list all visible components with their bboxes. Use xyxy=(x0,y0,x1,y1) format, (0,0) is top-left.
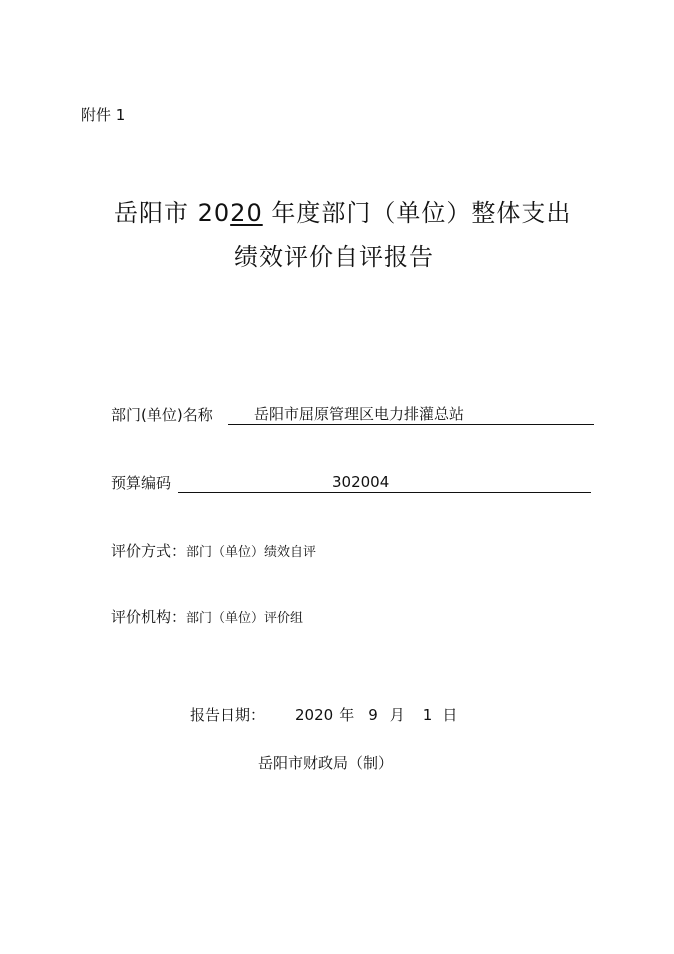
report-day: 1 xyxy=(422,706,433,724)
evaluation-method xyxy=(111,540,316,561)
dept-name-label: 部门(单位)名称 xyxy=(111,406,213,424)
title-year-underlined: 20 xyxy=(230,199,263,227)
evaluation-method-value: 部门（单位）绩效自评 xyxy=(186,545,317,560)
evaluation-org xyxy=(111,606,303,627)
budget-code-value: 302004 xyxy=(332,473,390,491)
budget-code-label: 预算编码 xyxy=(111,474,172,492)
evaluation-org-value: 部门（单位）评价组 xyxy=(186,611,304,626)
report-month-unit: 月 xyxy=(389,706,405,724)
issuer: 岳阳市财政局（制） xyxy=(258,754,394,772)
report-title-line1 xyxy=(114,193,571,228)
report-day-unit: 日 xyxy=(442,706,458,724)
report-year-unit: 年 xyxy=(339,706,355,724)
report-date xyxy=(190,704,457,725)
evaluation-org-label: 评价机构： xyxy=(111,608,187,626)
report-title-line2: 绩效评价自评报告 xyxy=(234,243,434,271)
report-date-label: 报告日期： xyxy=(190,706,266,724)
budget-code-field xyxy=(178,472,591,493)
dept-name-value: 岳阳市屈原管理区电力排灌总站 xyxy=(254,405,465,423)
title-prefix: 岳阳市 20 xyxy=(114,199,231,227)
dept-name-field xyxy=(228,404,594,425)
attachment-label: 附件 1 xyxy=(81,106,126,124)
report-month: 9 xyxy=(368,706,378,724)
report-year: 2020 xyxy=(295,706,334,724)
evaluation-method-label: 评价方式： xyxy=(111,542,187,560)
title-suffix: 年度部门（单位）整体支出 xyxy=(262,199,572,227)
